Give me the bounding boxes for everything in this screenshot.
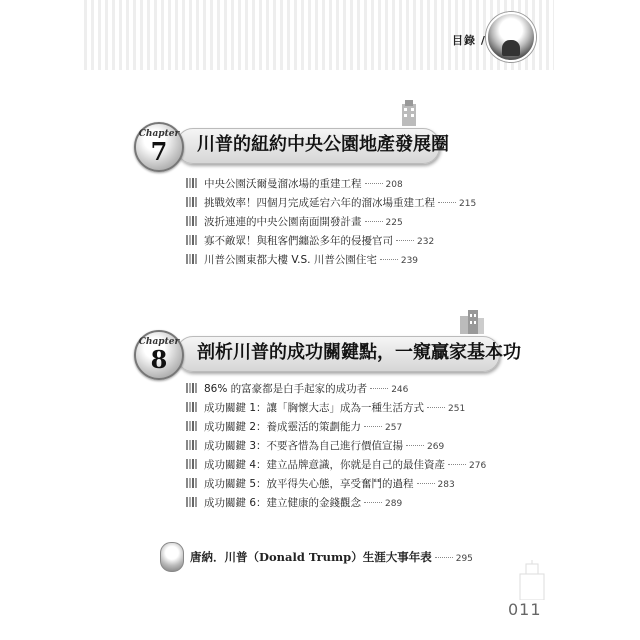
building-icon — [396, 100, 422, 126]
toc-entry[interactable] — [186, 380, 486, 399]
building-bullet-icon — [186, 235, 197, 245]
portrait-icon — [160, 542, 184, 572]
entry-page: 208 — [385, 180, 403, 190]
entry-text: 成功關鍵 1：讓「胸懷大志」成為一種生活方式 — [204, 402, 425, 414]
entry-page: 232 — [417, 237, 435, 247]
section-title: 目錄 / — [452, 34, 486, 47]
entry-page: 269 — [427, 442, 445, 452]
entry-page: 239 — [400, 256, 419, 266]
building-bullet-icon — [186, 440, 197, 450]
entry-text: 成功關鍵 2：養成靈活的策劃能力 — [204, 421, 362, 433]
building-bullet-icon — [186, 383, 197, 393]
building-bullet-icon — [186, 216, 197, 226]
building-bullet-icon — [186, 459, 197, 469]
building-icon — [458, 308, 484, 334]
entry-text: 川普公園東都大樓 V.S. 川普公園住宅 — [204, 254, 377, 266]
entry-text: 成功關鍵 6：建立健康的金錢觀念 — [204, 497, 362, 509]
entry-text: 中央公園沃爾曼溜冰場的重建工程 — [204, 178, 362, 190]
toc-entry[interactable] — [186, 399, 486, 418]
leader-dots — [365, 183, 383, 184]
page-number: 011 — [508, 600, 542, 619]
chapter-title-bar — [176, 128, 449, 164]
entry-page: 289 — [385, 499, 403, 509]
entry-text: 成功關鍵 5：放平得失心態，享受奮鬥的過程 — [204, 478, 414, 490]
leader-dots — [435, 557, 453, 558]
portrait-avatar — [486, 12, 536, 62]
entry-text: 挑戰效率！四個月完成延宕六年的溜冰場重建工程 — [204, 197, 435, 209]
toc-entry[interactable] — [186, 456, 486, 475]
building-bullet-icon — [186, 421, 197, 431]
leader-dots — [417, 483, 435, 484]
toc-entry[interactable] — [186, 494, 486, 513]
leader-dots — [365, 221, 383, 222]
entry-page: 283 — [437, 480, 455, 490]
chronology-page: 295 — [455, 554, 473, 564]
building-bullet-icon — [186, 254, 197, 264]
entry-page: 225 — [385, 218, 403, 228]
building-bullet-icon — [186, 402, 197, 412]
toc-entry[interactable] — [186, 194, 476, 213]
toc-entry[interactable] — [186, 418, 486, 437]
building-bullet-icon — [186, 497, 197, 507]
chapter-label: Chapter — [138, 129, 180, 139]
chapter-title: 川普的紐約中央公園地產發展圈 — [197, 134, 449, 155]
leader-dots — [427, 407, 445, 408]
toc-entry[interactable] — [186, 175, 476, 194]
entry-text: 成功關鍵 3：不要吝惜為自己進行價值宣揚 — [204, 440, 404, 452]
leader-dots — [448, 464, 466, 465]
leader-dots — [406, 445, 424, 446]
leader-dots — [364, 502, 382, 503]
leader-dots — [364, 426, 382, 427]
chronology-text: 唐納．川普（Donald Trump）生涯大事年表 — [190, 550, 432, 564]
toc-entry[interactable] — [186, 437, 486, 456]
toc-entry[interactable] — [186, 232, 476, 251]
chapter-badge — [134, 330, 184, 380]
entry-page: 251 — [448, 404, 466, 414]
chapter-title-bar — [176, 336, 521, 372]
toc-entry[interactable] — [186, 213, 476, 232]
entry-page: 257 — [385, 423, 403, 433]
chapter-number: 8 — [150, 345, 168, 374]
chapter-entries — [186, 175, 476, 270]
entry-page: 215 — [459, 199, 477, 209]
toc-entry[interactable] — [186, 475, 486, 494]
leader-dots — [438, 202, 456, 203]
building-bullet-icon — [186, 197, 197, 207]
entry-text: 寡不敵眾！與租客們纏訟多年的侵擾官司 — [204, 235, 393, 247]
leader-dots — [370, 388, 388, 389]
skyline-icon — [512, 560, 552, 600]
entry-page: 276 — [469, 461, 487, 471]
entry-text: 成功關鍵 4：建立品牌意識，你就是自己的最佳資產 — [204, 459, 446, 471]
toc-entry[interactable] — [186, 251, 476, 270]
building-bullet-icon — [186, 178, 197, 188]
chapter-entries — [186, 380, 486, 513]
chronology-line — [190, 549, 473, 565]
entry-text: 86% 的富豪都是白手起家的成功者 — [204, 383, 368, 395]
leader-dots — [380, 259, 398, 260]
entry-text: 波折連連的中央公園南面開發計畫 — [204, 216, 362, 228]
chapter-title: 剖析川普的成功關鍵點，一窺贏家基本功 — [197, 342, 521, 363]
building-bullet-icon — [186, 478, 197, 488]
chapter-badge — [134, 122, 184, 172]
entry-page: 246 — [391, 385, 409, 395]
leader-dots — [396, 240, 414, 241]
chapter-label: Chapter — [138, 337, 180, 347]
chapter-number: 7 — [150, 137, 168, 166]
